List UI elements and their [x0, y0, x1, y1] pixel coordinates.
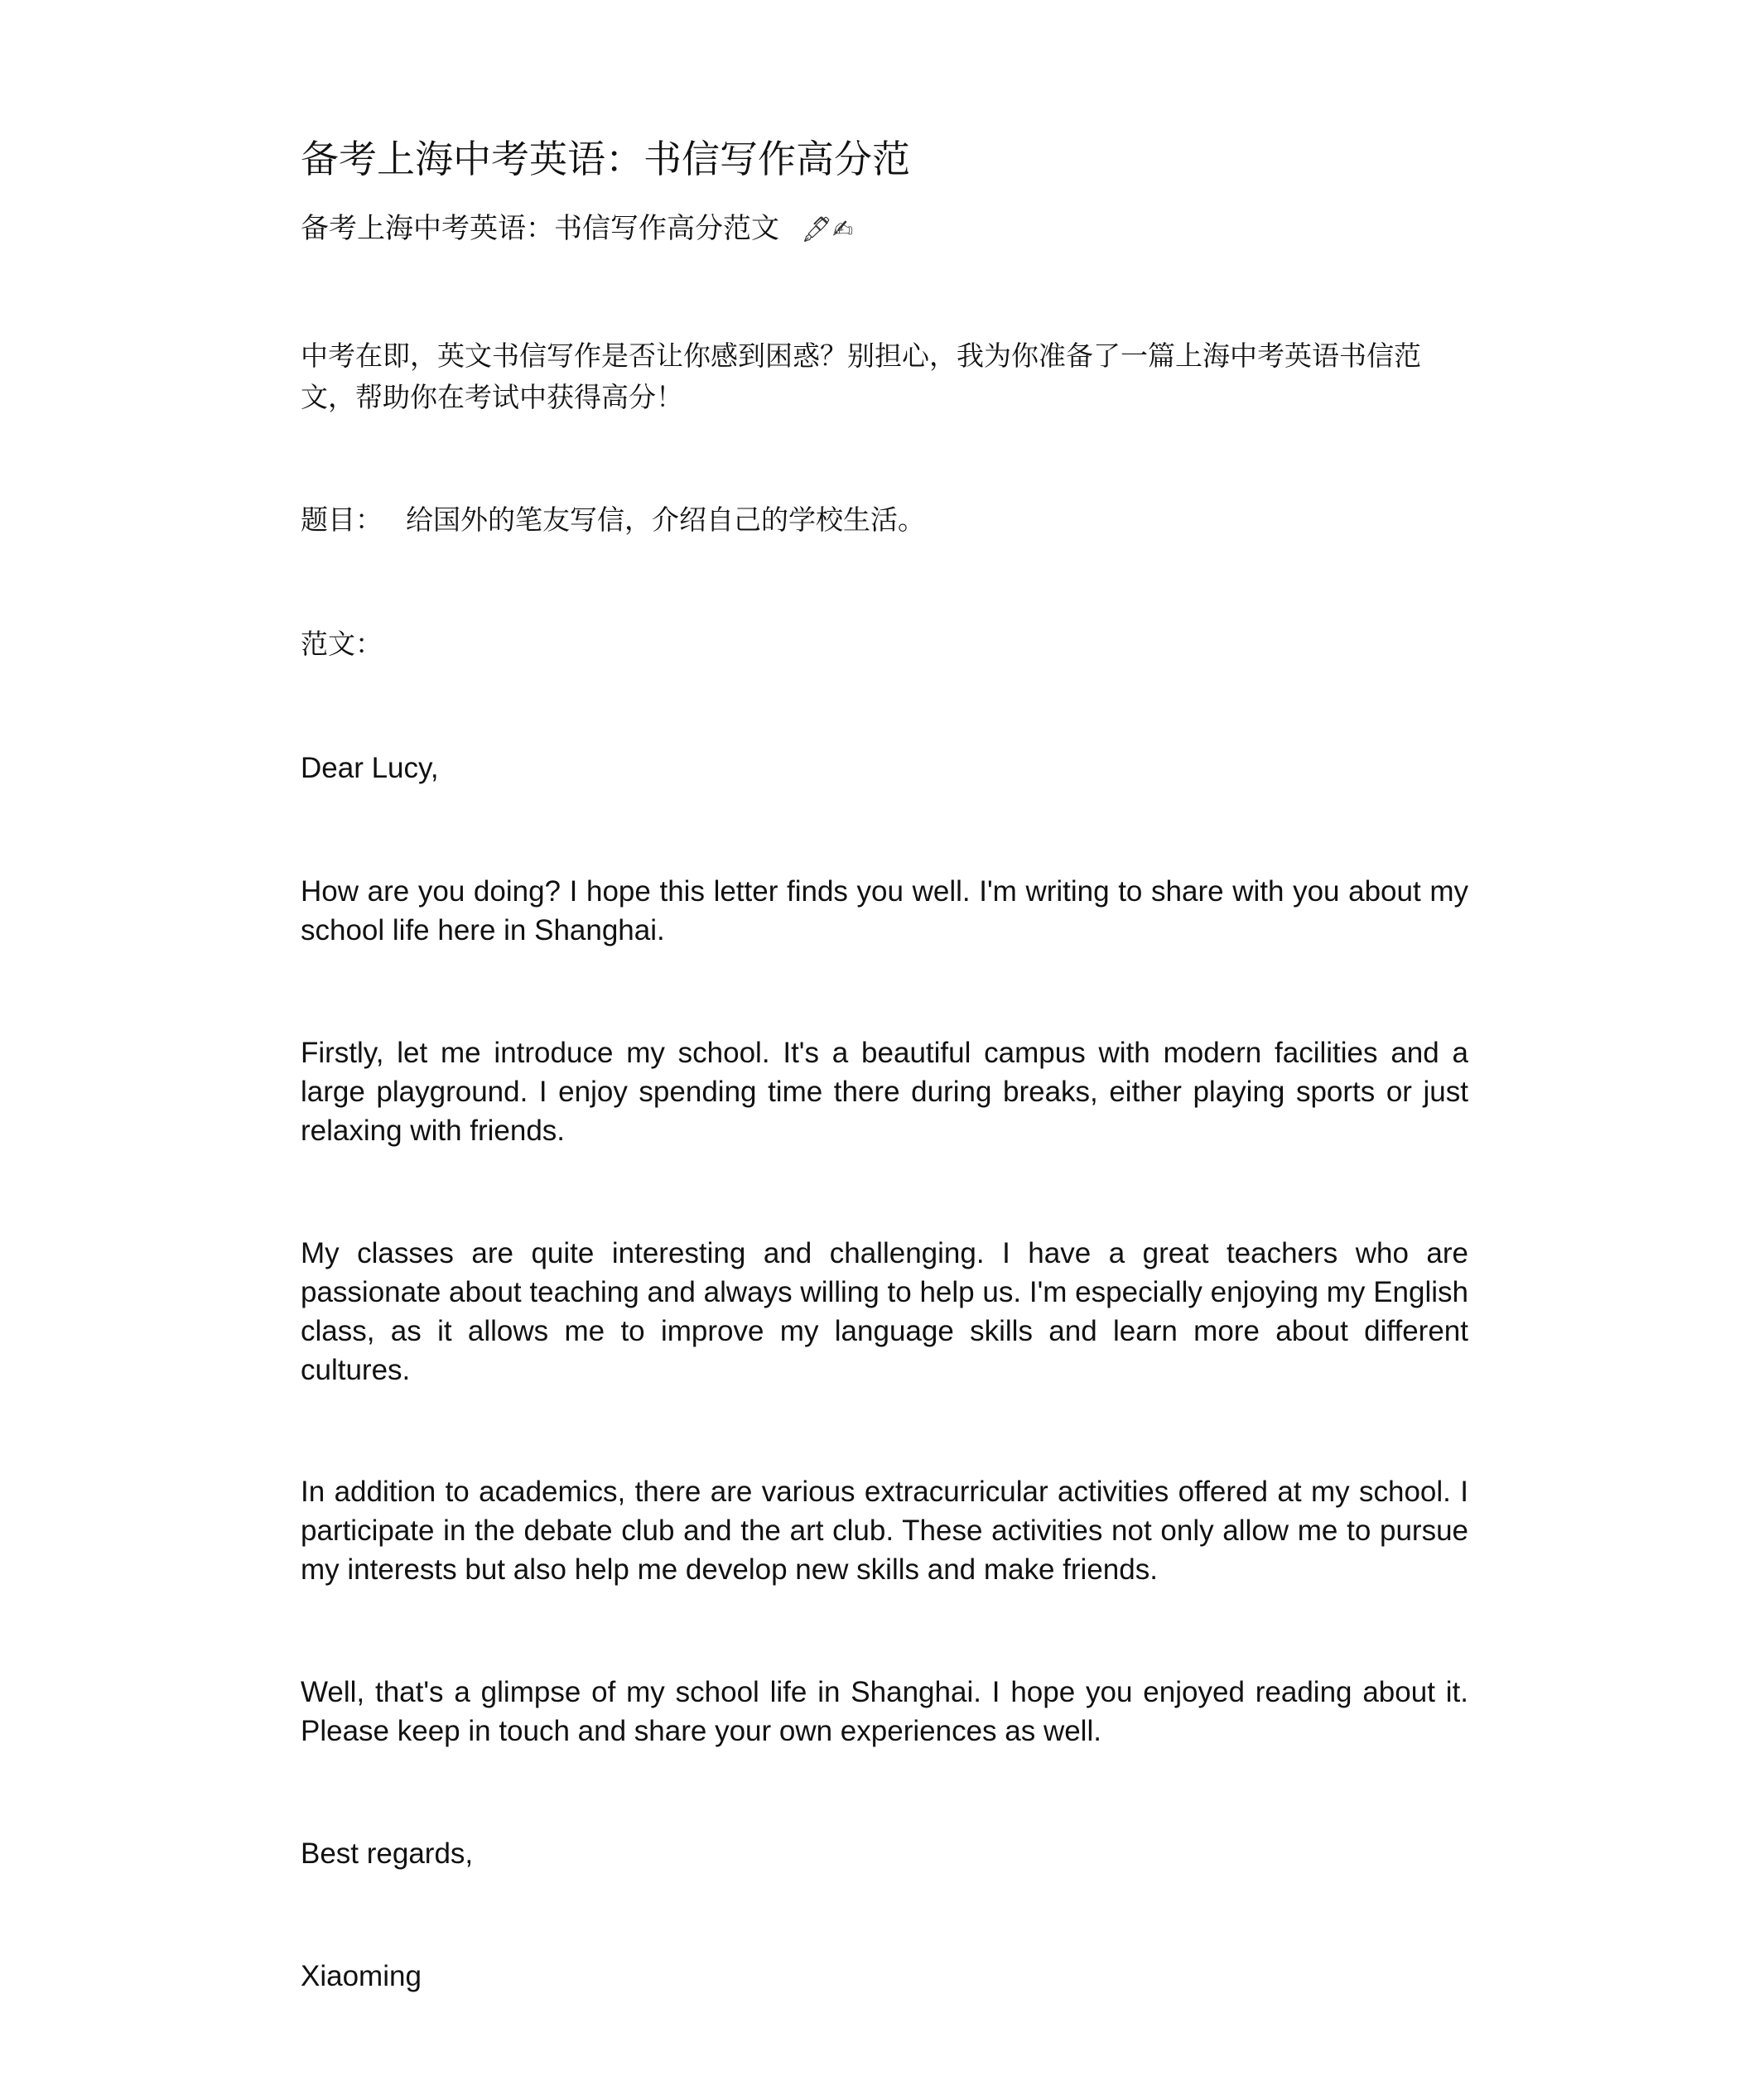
subtitle-text: 备考上海中考英语：书信写作高分范文 — [301, 212, 779, 245]
document-title: 备考上海中考英语：书信写作高分范 — [301, 137, 910, 181]
topic-label: 题目： — [301, 503, 383, 536]
letter-paragraph-5: Well, that's a glimpse of my school life in Shanghai. I hope you enjoyed reading about it. Please keep in touch and share your own experiences as well. — [301, 1676, 1468, 1747]
topic-text: 给国外的笔友写信，介绍自己的学校生活。 — [406, 503, 925, 536]
letter-paragraph-1: How are you doing? I hope this letter finds you well. I'm writing to share with you about my school life here in Shanghai. — [301, 875, 1468, 946]
letter-signature: Xiaoming — [301, 1960, 422, 1992]
intro-paragraph: 中考在即，英文书信写作是否让你感到困惑？别担心，我为你准备了一篇上海中考英语书信范文，帮助你在考试中获得高分！ — [301, 340, 1421, 413]
document-subtitle — [301, 207, 853, 252]
letter-paragraph-2: Firstly, let me introduce my school. It's a beautiful campus with modern facilities and a large playground. I enjoy spending time there during breaks, either playing sports or just relaxing with friends. — [301, 1037, 1468, 1147]
sample-label: 范文： — [301, 628, 383, 660]
letter-paragraph-3: My classes are quite interesting and challenging. I have a great teachers who are passionate about teaching and always willing to help us. I'm especially enjoying my English class, as it allows me to improve my language skills and learn more about different cultures. — [301, 1237, 1468, 1386]
letter-closing: Best regards, — [301, 1837, 474, 1870]
document-page — [301, 0, 1468, 2095]
letter-paragraph-4: In addition to academics, there are various extracurricular activities offered at my school. I participate in the debate club and the art club. These activities not only allow me to pursue my interests but also help me develop new skills and make friends. — [301, 1476, 1468, 1586]
letter-greeting: Dear Lucy, — [301, 752, 439, 784]
topic-line — [301, 499, 1468, 541]
pen-writing-icon: 🖋✍ — [801, 215, 854, 244]
